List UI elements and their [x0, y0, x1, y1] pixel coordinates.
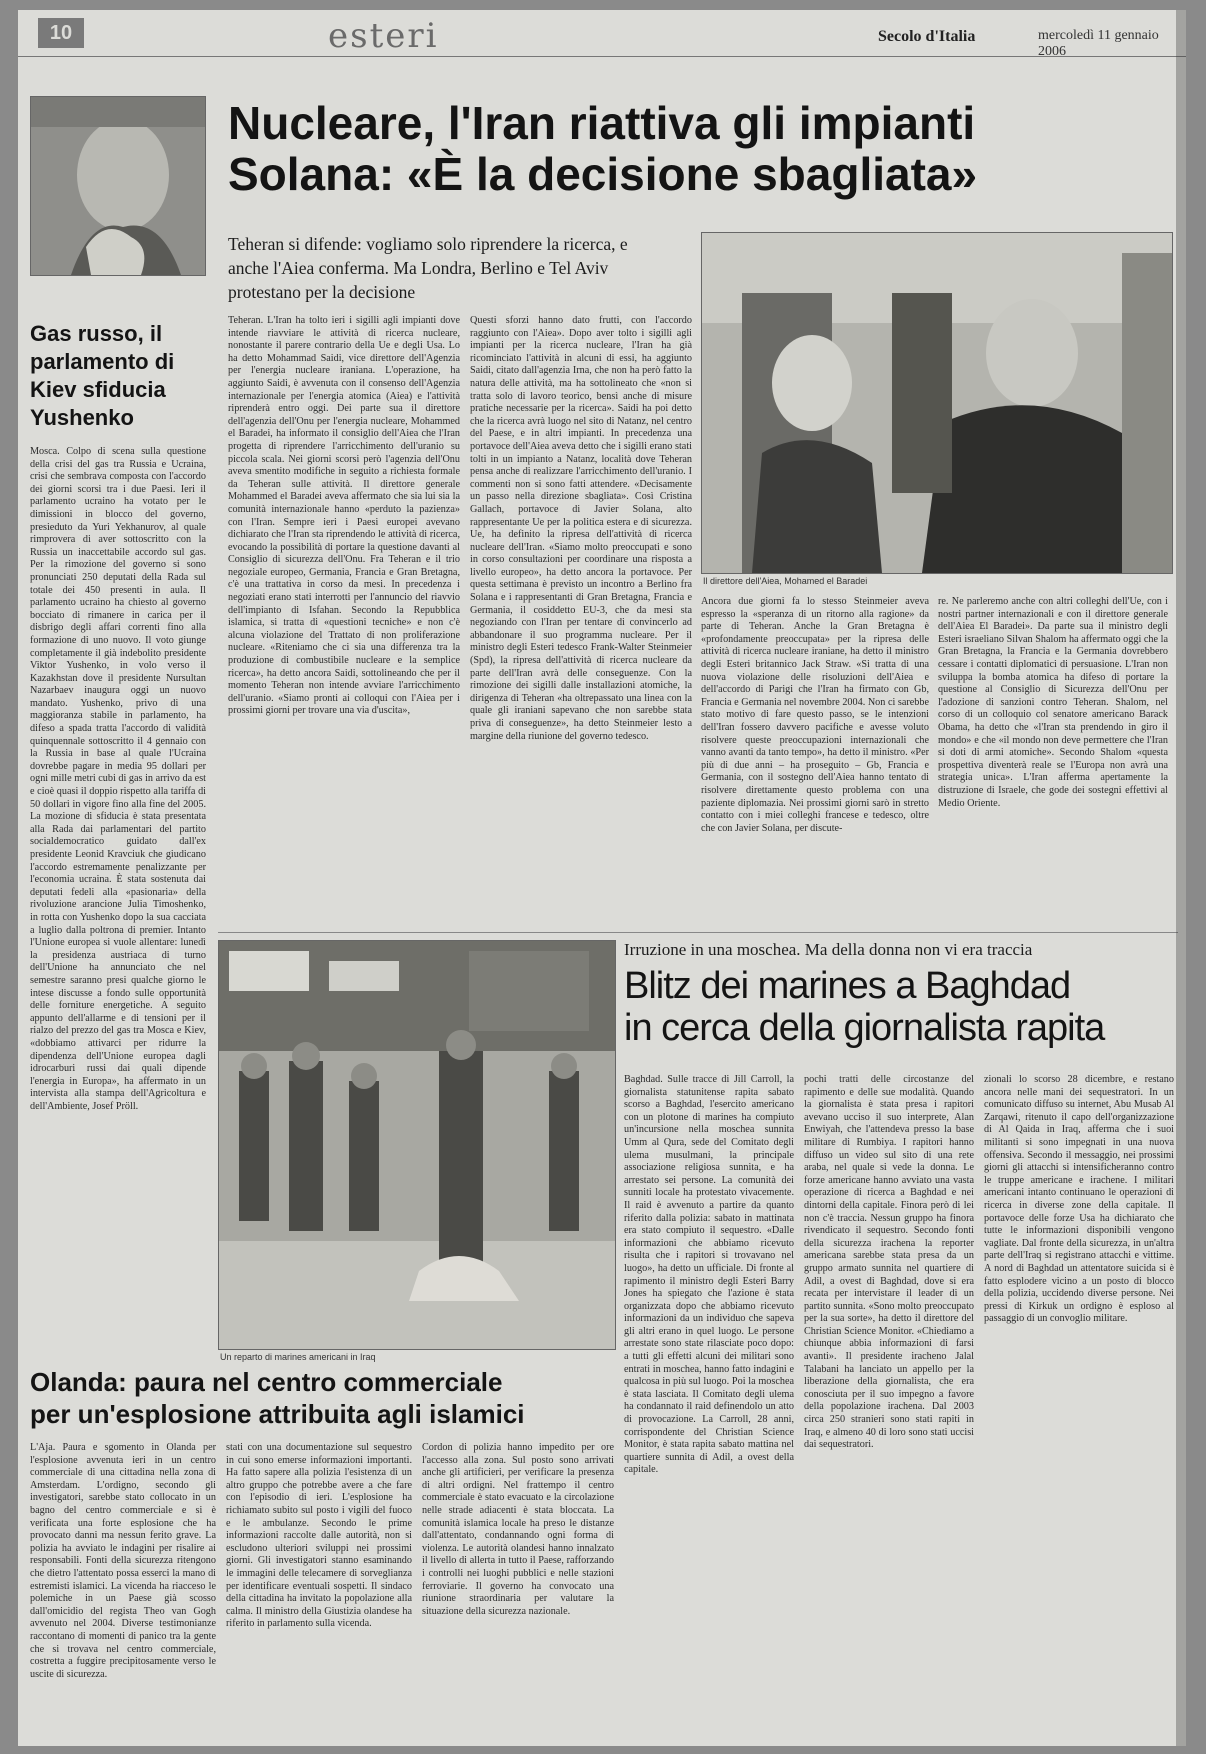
- olanda-headline-line2: per un'esplosione attribuita agli islamici: [30, 1399, 525, 1429]
- olanda-headline-line1: Olanda: paura nel centro commerciale: [30, 1367, 503, 1397]
- portrait-photo: [30, 96, 206, 276]
- issue-date: mercoledì 11 gennaio 2006: [1038, 28, 1159, 59]
- portrait-illustration: [31, 97, 205, 275]
- scan-edge-shadow: [1176, 10, 1186, 1746]
- olanda-column-1: L'Aja. Paura e sgomento in Olanda per l'esplosione avvenuta ieri in un centro commerciale di una cittadina nella zona di Amsterdam. L'ordigno, secondo gli investigatori, sarebbe stato collocato in un bagno del centro commerciale e si è verificata una forte esplosione che ha provocato danni ma nessun ferito grave. La polizia ha avviato le indagini per risalire ai responsabili. Fonti della sicurezza ritengono che dietro l'attentato possa esserci la mano di estremisti islamici. La vicenda ha riacceso le polemiche in un Paese già scosso dall'omicidio del regista Theo van Gogh avvenuto nel 2004. Diverse testimonianze raccontano di momenti di panico tra la gente che si trovava nel centro commerciale, costretta a fuggire precipitosamente verso le uscite di sicurezza.: [30, 1442, 216, 1680]
- baghdad-headline-line1: Blitz dei marines a Baghdad: [624, 965, 1071, 1007]
- lead-headline-line1: Nucleare, l'Iran riattiva gli impianti: [228, 97, 976, 149]
- lead-column-1: Teheran. L'Iran ha tolto ieri i sigilli agli impianti dove intende riavviare le attività di ricerca nucleare, nonostante il parere contrario della Ue e degli Usa. Lo ha detto Mohammad Saidi, vice direttore dell'Agenzia per l'energia nucleare iraniana. L'operazione, ha aggiunto Saidi, è avvenuta con il consenso dell'Agenzia internazionale per l'energia atomica (Aiea) e l'attività riprenderà entro oggi. Dei parte sua il direttore dell'agenzia dell'Onu per l'energia nucleare, Mohammed el Baradei, ha informato il consiglio dell'Aiea che l'Iran progetta di riprendere l'arricchimento dell'uranio su piccola scala. Nei giorni scorsi però l'agenzia dell'Onu aveva smentito modifiche in seguito a richiesta formale da Teheran sulle attività. Il direttore generale Mohammed el Baradei aveva affermato che sia lui sia la comunità internazionale hanno «perduto la pazienza» con l'Iran. Sempre ieri i Paesi europei avevano dichiarato che l'Iran sta riprendendo le attività di ricerca, evocando la possibilità di portare la questione davanti al Consiglio di sicurezza dell'Onu. Fra Teheran e il trio negoziale europeo, Germania, Francia e Gran Bretagna, c'è una trattativa in corso da mesi. In precedenza i negoziati erano stati interrotti per l'annuncio del riavvio dell'impianto di Isfahan. Secondo la Repubblica islamica, si tratta di «questioni tecniche» e non c'è alcuna violazione del Trattato di non proliferazione nucleare. «Riteniamo che ci sia una differenza tra la produzione di combustibile nucleare e la semplice ricerca», ha detto ancora Saidi, sottolineando che per il momento Teheran non intende avviare l'arricchimento dell'uranio. «Siamo pronti ai colloqui con l'Aiea per i prossimi giorni per trovare una via d'uscita»,: [228, 315, 460, 717]
- olanda-headline: [30, 1366, 610, 1430]
- section-divider: [218, 932, 1178, 933]
- lead-column-2: Questi sforzi hanno dato frutti, con l'accordo raggiunto con l'Aiea». Dopo aver tolto i sigilli agli impianti per la ricerca nucleare, l'Iran ha già ricominciato l'attività in alcuni di essi, ha aggiunto Saidi, citato dall'agenzia Irna, che non ha però fatto la natura delle attività, ma ha sottolineato che «non si tratta solo di lavoro teorico, bensì anche di misure pratiche necessarie per la ricerca». Saidi ha poi detto che la ricerca avrà luogo nel sito di Natanz, nel centro del Paese, e in altri impianti. In precedenza una portavoce dell'Aiea aveva detto che i sigilli erano stati tolti in un impianto a Natanz, località dove Teheran pensa anche di realizzare l'arricchimento dell'uranio. I commenti non si sono fatti attendere. «Decisamente un passo nella direzione sbagliata». Così Cristina Gallach, portavoce di Javier Solana, alto rappresentante Ue per la politica estera e di sicurezza. Ue, ha definito la ripresa dell'attività di ricerca nucleare dell'Iran. «Siamo molto preoccupati e sono in corso consultazioni per coordinare una risposta a livello europeo», ha detto ancora la portavoce. Per questa settimana è previsto un incontro a Berlino fra Solana e i rappresentanti di Gran Bretagna, Francia e Germania, il cosiddetto EU-3, che da mesi sta negoziando con l'Iran per tentare di convincerlo ad abbandonare il suo programma nucleare. Per il ministro degli Esteri tedesco Frank-Walter Steinmeier (Spd), la ripresa dell'attività di ricerca nucleare da parte dell'Iran avrà delle conseguenze. Con la rimozione dei sigilli dalle installazioni atomiche, la dirigenza di Teheran «ha oltrepassato una linea con la quale gli iraniani sapevano che non sarebbe stata priva di conseguenze», ha detto Steinmeier lesto a margine della riunione del governo tedesco.: [470, 315, 692, 742]
- marines-photo-illustration: [219, 941, 615, 1349]
- olanda-column-2: stati con una documentazione sul sequestro in cui sono emerse informazioni importanti. Ha fatto sapere alla polizia l'esistenza di un altro gruppo che potrebbe avere a che fare con l'episodio di ieri. L'esplosione ha richiamato subito sul posto i vigili del fuoco e le ambulanze. Secondo le prime informazioni raccolte dalle autorità, non si escludono ulteriori sviluppi nei prossimi giorni. Gli investigatori stanno esaminando le immagini delle telecamere di sorveglianza per identificare eventuali sospetti. Il sindaco della cittadina ha invitato la popolazione alla calma. Il ministro della Giustizia olandese ha riferito in parlamento sulla vicenda.: [226, 1442, 412, 1630]
- masthead: Secolo d'Italia: [878, 28, 976, 45]
- baghdad-headline: [624, 966, 1184, 1050]
- lead-deck: Teheran si difende: vogliamo solo riprendere la ricerca, e anche l'Aiea conferma. Ma Londra, Berlino e Tel Aviv protestano per la decisione: [228, 234, 628, 302]
- marines-photo: [218, 940, 616, 1350]
- baghdad-kicker: Irruzione in una moschea. Ma della donna non vi era traccia: [624, 940, 1033, 959]
- baghdad-column-3: zionali lo scorso 28 dicembre, e restano ancora nelle mani dei sequestratori. In un comunicato diffuso su internet, Abu Musab Al Zarqawi, ritenuto il capo dell'organizzazione di Al Qaida in Iraq, afferma che i suoi militanti si sono impegnati in una nuova offensiva. Secondo il messaggio, nei prossimi giorni gli attacchi si intensificheranno contro le truppe americane e irachene. I militari americani intanto continuano le operazioni di ricerca in diverse zone della capitale. Il portavoce delle forze Usa ha dichiarato che tutte le informazioni disponibili vengono vagliate. Dal fronte della sicurezza, in un'altra parte dell'Iraq si registrano attacchi e vittime. A nord di Baghdad un attentatore suicida si è fatto esplodere vicino a un posto di blocco della polizia, uccidendo diverse persone. Nei pressi di Kirkuk un ordigno è esploso al passaggio di un convoglio militare.: [984, 1074, 1174, 1325]
- lead-column-3: Ancora due giorni fa lo stesso Steinmeier aveva espresso la «speranza di un ritorno alla ragione» da parte di Teheran. Anche la Gran Bretagna è «profondamente preoccupata» per la ripresa delle attività di ricerca nucleare iraniane, ha detto il ministro degli Esteri britannico Jack Straw. «Si tratta di una nuova violazione delle risoluzioni dell'Aiea e dell'accordo di Parigi che l'Iran ha firmato con Gb, Francia e Germania nel novembre 2004. Non ci sarebbe stato motivo di fare questo passo, se le intenzioni dell'Iran fossero davvero pacifiche e avesse voluto risolvere queste preoccupazioni internazionali che vanno avanti da tanto tempo», ha detto il ministro. «Per più di due anni – ha proseguito – Gb, Francia e Germania, con il sostegno dell'Aiea hanno tentato di risolvere direttamente questo problema con una paziente diplomazia. Nei prossimi giorni sarò in stretto contatto con i miei colleghi francese e tedesco, oltre che con Javier Solana, per discute-: [701, 596, 929, 834]
- lead-headline-line2: Solana: «È la decisione sbagliata»: [228, 147, 978, 200]
- section-title: esteri: [328, 16, 439, 56]
- lead-photo: [701, 232, 1173, 574]
- side-headline: Gas russo, il parlamento di Kiev sfiducia Yushenko: [30, 321, 175, 430]
- lead-photo-caption: Il direttore dell'Aiea, Mohamed el Baradei: [703, 576, 868, 586]
- marines-photo-caption: Un reparto di marines americani in Iraq: [220, 1352, 376, 1362]
- page-header: [18, 10, 1186, 57]
- lead-headline: [228, 98, 1178, 199]
- olanda-column-3: Cordon di polizia hanno impedito per ore l'accesso alla zona. Sul posto sono arrivati anche gli artificieri, per verificare la presenza di altri ordigni. Nel frattempo il centro commerciale è stato evacuato e la circolazione nelle strade adiacenti è stata bloccata. La comunità islamica locale ha preso le distanze dall'attentato, condannando ogni forma di violenza. Le autorità olandesi hanno innalzato il livello di allerta in tutto il Paese, rafforzando i controlli nei luoghi pubblici e nelle stazioni ferroviarie. Il governo ha convocato una riunione straordinaria per valutare la situazione della sicurezza nazionale.: [422, 1442, 614, 1617]
- baghdad-column-2: pochi tratti delle circostanze del rapimento e delle sue modalità. Quando la giornalista è stata presa i rapitori avevano ucciso il suo interprete, Alan Enwiyah, che l'attendeva presso la base militare di Rumbiya. I rapitori hanno diffuso un video sul sito di una rete araba, nel quale si vede la donna. Le forze americane hanno avviato una vasta operazione di ricerca a Baghdad e nei dintorni della capitale. Finora però di lei non c'è traccia. Nessun gruppo ha finora rivendicato il sequestro. Secondo fonti della sicurezza irachena la reporter americana sarebbe stata presa da un gruppo armato sunnita nel quartiere di Adil, a ovest di Baghdad, dove si era recata per intervistare il leader di un partito sunnita. «Sono molto preoccupato per la sua sorte», ha detto il direttore del Christian Science Monitor. «Chiediamo a chiunque abbia informazioni di farsi avanti». Il presidente iracheno Jalal Talabani ha lanciato un appello per la liberazione della giornalista, che era conosciuta per il suo impegno a favore della popolazione irachena. Dal 2003 circa 250 stranieri sono stati rapiti in Iraq, e almeno 40 di loro sono stati uccisi dai sequestratori.: [804, 1074, 974, 1451]
- lead-column-4: re. Ne parleremo anche con altri colleghi dell'Ue, con i nostri partner internazionali e con il direttore generale dell'Aiea El Baradei». Da parte sua il ministro degli Esteri israeliano Silvan Shalom ha affermato oggi che la Gran Bretagna, la Francia e la Germania dovrebbero cessare i contatti diplomatici di persuasione. L'Iran non sviluppa la bomba atomica ha difeso di portare la questione al Consiglio di Sicurezza dell'Onu per l'adozione di sanzioni contro Teheran. Shalom, nel corso di un colloquio col senatore americano Barack Obama, ha detto che «l'Iran sta prendendo in giro il mondo» e che «il mondo non deve permettere che l'Iran si doti di armi atomiche». Secondo Shalom «questa prospettiva diventerà reale se l'Europa non avrà una strategia unica». L'Iran afferma apertamente la distruzione di Israele, che gode dei sostegni effettivi al Medio Oriente.: [938, 596, 1168, 809]
- baghdad-column-1: Baghdad. Sulle tracce di Jill Carroll, la giornalista statunitense rapita sabato scorso a Baghdad, l'esercito americano con un plotone di marines ha compiuto un'incursione nella moschea sunnita Umm al Qura, sede del Comitato degli ulema musulmani, la principale associazione religiosa sunnita, e ha arrestato sei persone. La comunità dei sunniti locale ha protestato vivacemente. Il raid è avvenuto a partire da quanto riferito dalla polizia: sabato in mattinata era stato compiuto il sequestro. «Dalle informazioni che abbiamo ricevuto risulta che i rapitori si trovavano nel luogo», ha detto un ufficiale. Di fronte al rapimento il ministro degli Esteri Barry Jones ha spiegato che l'azione è stata organizzata dopo che abbiamo ricevuto informazioni da un individuo che sapeva gli altri erano in quel luogo. Le persone arrestate sono state rilasciate poco dopo: a tutti gli effetti alcuni dei militari sono entrati in moschea, hanno fatto indagini e qualcosa in più sul luogo. Poi la moschea è stata lasciata. Il Comitato degli ulema ha condannato il raid definendolo un atto di provocazione. La Carroll, 28 anni, corrispondente del Christian Science Monitor, è stata rapita sabato mattina nel quartiere sunnita di Adil, a ovest della capitale.: [624, 1074, 794, 1476]
- newspaper-page: [18, 10, 1186, 1746]
- side-body: Mosca. Colpo di scena sulla questione della crisi del gas tra Russia e Ucraina, crisi che sembrava composta con l'accordo dei giorni scorsi tra i due Paesi. Ieri il parlamento ucraino ha votato per le dimissioni in blocco del governo, presieduto da Yuri Yekhanurov, al quale rimprovera di aver sottoscritto con la Russia un inaccettabile accordo sul gas. Per la rimozione del governo si sono pronunciati 250 deputati della Rada sul totale dei 450 presenti in aula. Il parlamento ucraino ha chiesto al governo bocciato di rimanere in carica per il disbrigo degli affari correnti fino alla formazione di uno nuovo. Il voto giunge completamente il già indebolito presidente Viktor Yushenko, in volo verso il Kazakhstan dove il presidente Nursultan Nazarbaev inaugura oggi un nuovo mandato. Yushenko, privo di una maggioranza stabile in parlamento, ha difeso a spada tratta l'accordo di validità quinquennale sottoscritto il 4 gennaio con la Russia in base al quale l'Ucraina dovrebbe pagare in media 95 dollari per ogni mille metri cubi di gas in arrivo da est e cioè quasi il doppio rispetto alla tariffa di 50 dollari in vigore fino alla fine del 2005. La mozione di sfiducia è stata presentata alla Rada dai parlamentari del partito socialdemocratico guidato dall'ex presidente Leonid Kravciuk che giudicano l'accordo estremamente penalizzante per l'economia ucraina. È stata sostenuta dai deputati fedeli alla «pasionaria» della rivoluzione arancione Julia Timoshenko, in rotta con Yushenko dopo la sua cacciata a luglio dalla poltrona di premier. Intanto l'Unione europea si vuole allentare: lunedì la presidenza austriaca di turno dell'Unione ha annunciato che nel semestre saranno presi qualche giorno le intese discusse a fondo sulle opportunità delle forniture energetiche. A seguito appunto dell'allarme e di tensioni per il rialzo del prezzo del gas tra Mosca e Kiev, «dobbiamo attivarci per ridurre la dipendenza dell'Unione europea dagli idrocarburi russi dai quali dipende l'energia in Europa», ha affermato in un intervista alla stampa dell'Agricoltura e dell'Ambiente, Josef Pröll.: [30, 446, 206, 1112]
- page-number: 10: [38, 18, 84, 48]
- lead-photo-illustration: [702, 233, 1172, 573]
- baghdad-headline-line2: in cerca della giornalista rapita: [624, 1006, 1105, 1049]
